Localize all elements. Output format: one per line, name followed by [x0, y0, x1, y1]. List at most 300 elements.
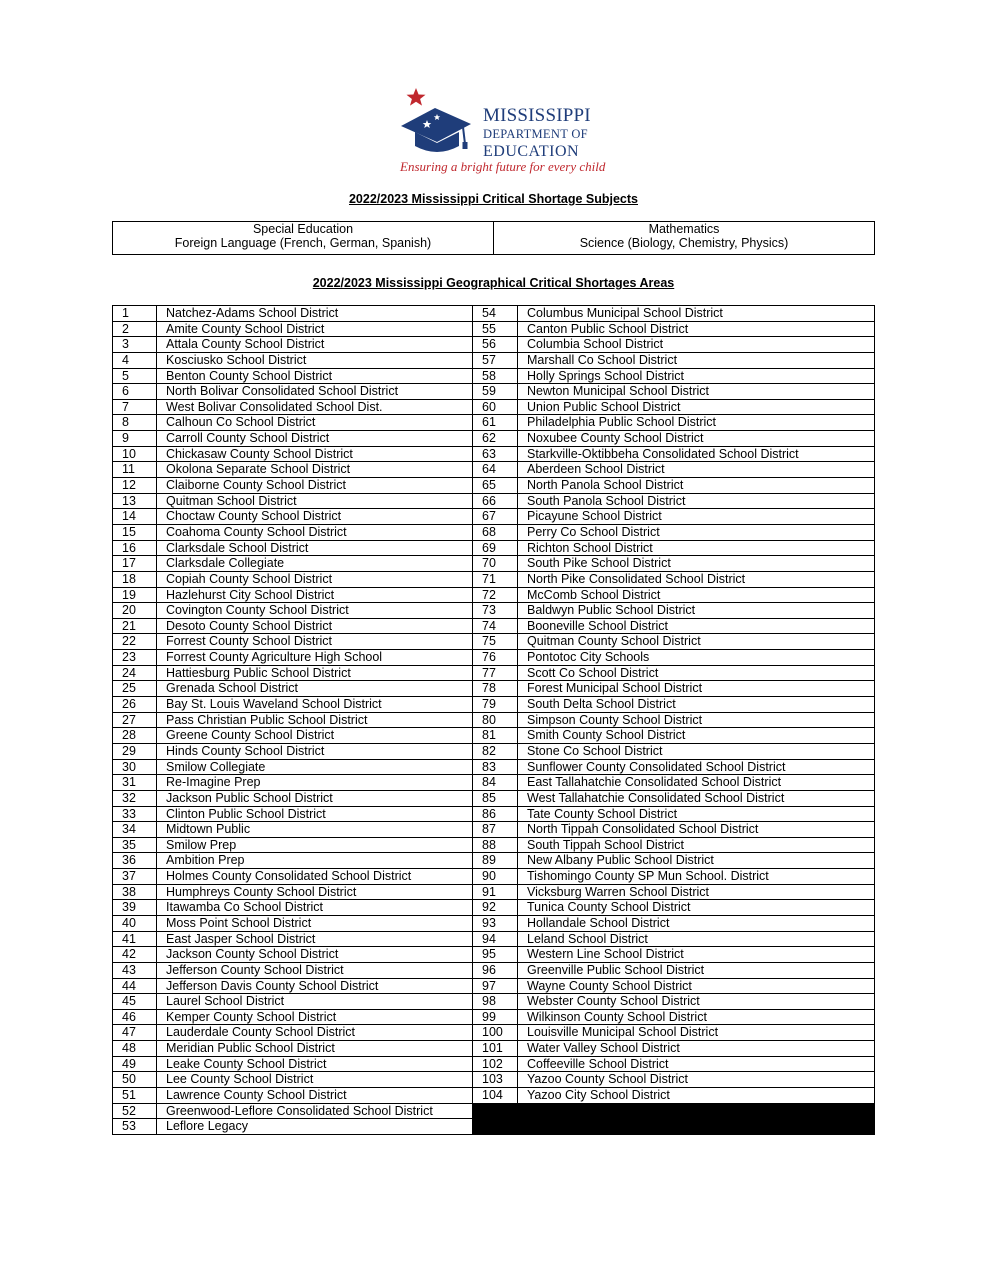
district-name: Forrest County Agriculture High School [157, 650, 473, 665]
district-number: 38 [113, 885, 157, 900]
table-row [113, 979, 473, 995]
district-number: 91 [473, 885, 518, 900]
district-number: 61 [473, 415, 518, 430]
district-name: Hinds County School District [157, 744, 473, 759]
district-name: Jackson County School District [157, 947, 473, 962]
subject-cell: Mathematics [494, 222, 875, 237]
table-row [113, 1088, 473, 1104]
district-number: 87 [473, 822, 518, 837]
table-row [473, 681, 875, 697]
district-name: Simpson County School District [518, 713, 875, 728]
district-number: 78 [473, 681, 518, 696]
district-number: 22 [113, 634, 157, 649]
district-number: 69 [473, 541, 518, 556]
district-name: East Jasper School District [157, 932, 473, 947]
table-row [113, 415, 473, 431]
district-number: 102 [473, 1057, 518, 1072]
district-number: 49 [113, 1057, 157, 1072]
table-row [473, 916, 875, 932]
district-name: Lawrence County School District [157, 1088, 473, 1103]
table-row [113, 1041, 473, 1057]
table-row [113, 838, 473, 854]
district-name: Desoto County School District [157, 619, 473, 634]
district-name: Greene County School District [157, 728, 473, 743]
district-number: 56 [473, 337, 518, 352]
table-row [473, 306, 875, 322]
table-row [113, 588, 473, 604]
table-row [473, 1057, 875, 1073]
table-row [473, 822, 875, 838]
district-name: Humphreys County School District [157, 885, 473, 900]
table-row [473, 1072, 875, 1088]
table-row [473, 619, 875, 635]
district-name: Kemper County School District [157, 1010, 473, 1025]
districts-column-right [473, 306, 875, 1104]
table-row [473, 838, 875, 854]
district-number: 75 [473, 634, 518, 649]
district-name: North Tippah Consolidated School District [518, 822, 875, 837]
table-row [113, 369, 473, 385]
table-row [473, 744, 875, 760]
district-name: Philadelphia Public School District [518, 415, 875, 430]
table-row [113, 650, 473, 666]
district-number: 15 [113, 525, 157, 540]
table-row [473, 666, 875, 682]
district-name: Booneville School District [518, 619, 875, 634]
district-number: 25 [113, 681, 157, 696]
table-row [113, 619, 473, 635]
table-row [473, 525, 875, 541]
district-number: 31 [113, 775, 157, 790]
district-name: Louisville Municipal School District [518, 1025, 875, 1040]
district-name: Aberdeen School District [518, 462, 875, 477]
districts-table [112, 305, 875, 1135]
district-number: 64 [473, 462, 518, 477]
table-row [473, 885, 875, 901]
table-row [113, 1010, 473, 1026]
district-name: Jefferson Davis County School District [157, 979, 473, 994]
table-row [473, 603, 875, 619]
district-name: Hollandale School District [518, 916, 875, 931]
district-number: 29 [113, 744, 157, 759]
district-name: Re-Imagine Prep [157, 775, 473, 790]
district-number: 1 [113, 306, 157, 321]
district-name: East Tallahatchie Consolidated School District [518, 775, 875, 790]
areas-heading: 2022/2023 Mississippi Geographical Critical Shortages Areas [312, 276, 675, 290]
table-row [473, 807, 875, 823]
district-number: 98 [473, 994, 518, 1009]
subjects-table [112, 221, 875, 255]
district-name: North Pike Consolidated School District [518, 572, 875, 587]
district-name: Perry Co School District [518, 525, 875, 540]
district-number: 42 [113, 947, 157, 962]
table-row [473, 869, 875, 885]
district-number: 14 [113, 509, 157, 524]
table-row [473, 353, 875, 369]
table-row [473, 431, 875, 447]
district-name: Benton County School District [157, 369, 473, 384]
table-row [473, 775, 875, 791]
table-row [473, 791, 875, 807]
district-name: Smith County School District [518, 728, 875, 743]
table-row [473, 588, 875, 604]
table-row [473, 932, 875, 948]
district-number: 94 [473, 932, 518, 947]
district-name: Union Public School District [518, 400, 875, 415]
district-name: South Panola School District [518, 494, 875, 509]
table-row [473, 400, 875, 416]
district-number: 45 [113, 994, 157, 1009]
table-row [473, 447, 875, 463]
table-row [113, 603, 473, 619]
district-name: Marshall Co School District [518, 353, 875, 368]
table-row [473, 853, 875, 869]
table-row [473, 900, 875, 916]
district-name: Carroll County School District [157, 431, 473, 446]
district-number: 28 [113, 728, 157, 743]
district-name: Baldwyn Public School District [518, 603, 875, 618]
district-name: Tate County School District [518, 807, 875, 822]
graduation-cap-icon [397, 86, 483, 158]
district-number: 73 [473, 603, 518, 618]
table-row [113, 1072, 473, 1088]
district-name: Holly Springs School District [518, 369, 875, 384]
district-number: 18 [113, 572, 157, 587]
district-number: 10 [113, 447, 157, 462]
table-row [113, 634, 473, 650]
table-row [473, 947, 875, 963]
districts-column-left [113, 306, 473, 1135]
table-row [473, 541, 875, 557]
table-row [473, 963, 875, 979]
district-number: 67 [473, 509, 518, 524]
district-name: Kosciusko School District [157, 353, 473, 368]
district-name: McComb School District [518, 588, 875, 603]
district-number: 5 [113, 369, 157, 384]
district-name: Sunflower County Consolidated School District [518, 760, 875, 775]
district-name: Amite County School District [157, 322, 473, 337]
table-row [113, 900, 473, 916]
table-row [113, 666, 473, 682]
district-name: Jackson Public School District [157, 791, 473, 806]
district-number: 20 [113, 603, 157, 618]
table-row [113, 807, 473, 823]
table-row [113, 869, 473, 885]
table-row [113, 431, 473, 447]
district-name: Leake County School District [157, 1057, 473, 1072]
district-number: 36 [113, 853, 157, 868]
district-number: 80 [473, 713, 518, 728]
district-name: Hazlehurst City School District [157, 588, 473, 603]
table-row [113, 681, 473, 697]
district-number: 30 [113, 760, 157, 775]
district-number: 23 [113, 650, 157, 665]
district-number: 65 [473, 478, 518, 493]
district-number: 3 [113, 337, 157, 352]
district-number: 99 [473, 1010, 518, 1025]
table-row [473, 1010, 875, 1026]
district-number: 13 [113, 494, 157, 509]
table-row [113, 494, 473, 510]
district-name: Ambition Prep [157, 853, 473, 868]
table-row [113, 1119, 473, 1135]
district-number: 47 [113, 1025, 157, 1040]
district-name: Forrest County School District [157, 634, 473, 649]
district-name: Moss Point School District [157, 916, 473, 931]
empty-black-cell [473, 1104, 875, 1135]
district-number: 60 [473, 400, 518, 415]
district-name: Calhoun Co School District [157, 415, 473, 430]
district-name: Natchez-Adams School District [157, 306, 473, 321]
table-row [113, 760, 473, 776]
district-name: Choctaw County School District [157, 509, 473, 524]
district-number: 32 [113, 791, 157, 806]
subjects-heading: 2022/2023 Mississippi Critical Shortage Subjects [348, 192, 638, 206]
table-row [473, 979, 875, 995]
table-row [113, 509, 473, 525]
table-row [113, 791, 473, 807]
table-row [473, 728, 875, 744]
district-number: 54 [473, 306, 518, 321]
district-number: 92 [473, 900, 518, 915]
table-row [473, 760, 875, 776]
district-name: Newton Municipal School District [518, 384, 875, 399]
district-number: 39 [113, 900, 157, 915]
district-number: 86 [473, 807, 518, 822]
district-name: Smilow Collegiate [157, 760, 473, 775]
district-name: Picayune School District [518, 509, 875, 524]
table-row [113, 728, 473, 744]
table-row [473, 369, 875, 385]
district-number: 68 [473, 525, 518, 540]
district-name: Greenville Public School District [518, 963, 875, 978]
district-number: 24 [113, 666, 157, 681]
district-name: Yazoo City School District [518, 1088, 875, 1103]
district-number: 97 [473, 979, 518, 994]
logo-line-2: DEPARTMENT OF [483, 127, 588, 141]
district-number: 59 [473, 384, 518, 399]
district-number: 62 [473, 431, 518, 446]
district-name: Tunica County School District [518, 900, 875, 915]
district-name: Clarksdale School District [157, 541, 473, 556]
district-name: Wilkinson County School District [518, 1010, 875, 1025]
table-row [113, 462, 473, 478]
district-number: 103 [473, 1072, 518, 1087]
district-number: 19 [113, 588, 157, 603]
district-name: Itawamba Co School District [157, 900, 473, 915]
district-name: Pontotoc City Schools [518, 650, 875, 665]
district-name: Laurel School District [157, 994, 473, 1009]
table-row [113, 572, 473, 588]
district-number: 74 [473, 619, 518, 634]
district-number: 6 [113, 384, 157, 399]
table-row [113, 306, 473, 322]
table-row [473, 478, 875, 494]
district-name: Starkville-Oktibbeha Consolidated School District [518, 447, 875, 462]
district-number: 40 [113, 916, 157, 931]
district-name: Columbus Municipal School District [518, 306, 875, 321]
district-name: Smilow Prep [157, 838, 473, 853]
district-name: West Bolivar Consolidated School Dist. [157, 400, 473, 415]
district-number: 58 [473, 369, 518, 384]
district-number: 93 [473, 916, 518, 931]
district-name: Forest Municipal School District [518, 681, 875, 696]
logo-line-1: MISSISSIPPI [483, 105, 591, 126]
district-number: 81 [473, 728, 518, 743]
table-row [113, 541, 473, 557]
table-row [113, 525, 473, 541]
district-name: Leflore Legacy [157, 1119, 473, 1134]
district-name: Quitman School District [157, 494, 473, 509]
district-name: Western Line School District [518, 947, 875, 962]
district-name: Lauderdale County School District [157, 1025, 473, 1040]
district-name: Yazoo County School District [518, 1072, 875, 1087]
district-number: 41 [113, 932, 157, 947]
district-number: 11 [113, 462, 157, 477]
district-name: Coffeeville School District [518, 1057, 875, 1072]
table-row [473, 509, 875, 525]
table-row [113, 1104, 473, 1120]
district-number: 100 [473, 1025, 518, 1040]
table-row [473, 650, 875, 666]
table-row [473, 1041, 875, 1057]
table-row [473, 322, 875, 338]
table-row [473, 462, 875, 478]
subject-cell: Special Education [113, 222, 494, 237]
district-number: 35 [113, 838, 157, 853]
district-number: 89 [473, 853, 518, 868]
district-number: 79 [473, 697, 518, 712]
district-name: Meridian Public School District [157, 1041, 473, 1056]
district-name: Chickasaw County School District [157, 447, 473, 462]
district-name: New Albany Public School District [518, 853, 875, 868]
table-row [473, 1088, 875, 1104]
district-number: 70 [473, 556, 518, 571]
district-name: Okolona Separate School District [157, 462, 473, 477]
table-row [473, 337, 875, 353]
district-number: 12 [113, 478, 157, 493]
district-name: Webster County School District [518, 994, 875, 1009]
district-name: Grenada School District [157, 681, 473, 696]
district-number: 57 [473, 353, 518, 368]
district-number: 33 [113, 807, 157, 822]
district-name: Coahoma County School District [157, 525, 473, 540]
table-row [113, 916, 473, 932]
district-name: South Tippah School District [518, 838, 875, 853]
district-number: 4 [113, 353, 157, 368]
district-name: Copiah County School District [157, 572, 473, 587]
district-number: 48 [113, 1041, 157, 1056]
district-number: 50 [113, 1072, 157, 1087]
table-row [113, 384, 473, 400]
district-number: 53 [113, 1119, 157, 1134]
table-row [113, 1057, 473, 1073]
table-row [113, 744, 473, 760]
table-row [113, 885, 473, 901]
district-name: Wayne County School District [518, 979, 875, 994]
district-name: Leland School District [518, 932, 875, 947]
district-number: 27 [113, 713, 157, 728]
district-number: 63 [473, 447, 518, 462]
district-number: 88 [473, 838, 518, 853]
district-number: 37 [113, 869, 157, 884]
table-row [113, 947, 473, 963]
district-name: North Bolivar Consolidated School District [157, 384, 473, 399]
district-number: 101 [473, 1041, 518, 1056]
district-name: Covington County School District [157, 603, 473, 618]
district-number: 95 [473, 947, 518, 962]
district-number: 2 [113, 322, 157, 337]
subject-cell: Science (Biology, Chemistry, Physics) [494, 236, 875, 255]
district-number: 82 [473, 744, 518, 759]
district-name: Tishomingo County SP Mun School. District [518, 869, 875, 884]
table-row [113, 400, 473, 416]
district-number: 83 [473, 760, 518, 775]
district-name: Greenwood-Leflore Consolidated School District [157, 1104, 473, 1119]
district-name: Claiborne County School District [157, 478, 473, 493]
district-name: North Panola School District [518, 478, 875, 493]
district-number: 84 [473, 775, 518, 790]
district-number: 72 [473, 588, 518, 603]
district-number: 76 [473, 650, 518, 665]
subject-cell: Foreign Language (French, German, Spanish) [113, 236, 494, 255]
table-row [113, 1025, 473, 1041]
table-row [113, 236, 875, 255]
district-name: Clinton Public School District [157, 807, 473, 822]
district-number: 44 [113, 979, 157, 994]
table-row [113, 932, 473, 948]
table-row [473, 384, 875, 400]
district-number: 104 [473, 1088, 518, 1103]
table-row [113, 447, 473, 463]
district-number: 55 [473, 322, 518, 337]
table-row [473, 634, 875, 650]
district-number: 16 [113, 541, 157, 556]
district-number: 90 [473, 869, 518, 884]
district-number: 26 [113, 697, 157, 712]
district-number: 43 [113, 963, 157, 978]
district-name: West Tallahatchie Consolidated School District [518, 791, 875, 806]
district-number: 52 [113, 1104, 157, 1119]
district-number: 66 [473, 494, 518, 509]
district-name: Attala County School District [157, 337, 473, 352]
table-row [113, 963, 473, 979]
district-name: Scott Co School District [518, 666, 875, 681]
logo-line-3: EDUCATION [483, 142, 580, 160]
district-name: Pass Christian Public School District [157, 713, 473, 728]
district-name: Clarksdale Collegiate [157, 556, 473, 571]
table-row [473, 713, 875, 729]
district-number: 7 [113, 400, 157, 415]
district-number: 8 [113, 415, 157, 430]
table-row [473, 572, 875, 588]
district-name: South Pike School District [518, 556, 875, 571]
district-number: 51 [113, 1088, 157, 1103]
table-row [473, 415, 875, 431]
district-number: 96 [473, 963, 518, 978]
mde-logo [397, 86, 606, 178]
table-row [473, 556, 875, 572]
table-row [113, 713, 473, 729]
district-name: Richton School District [518, 541, 875, 556]
table-row [113, 222, 875, 237]
district-number: 46 [113, 1010, 157, 1025]
district-name: Midtown Public [157, 822, 473, 837]
district-name: Bay St. Louis Waveland School District [157, 697, 473, 712]
district-number: 71 [473, 572, 518, 587]
district-name: South Delta School District [518, 697, 875, 712]
table-row [113, 853, 473, 869]
